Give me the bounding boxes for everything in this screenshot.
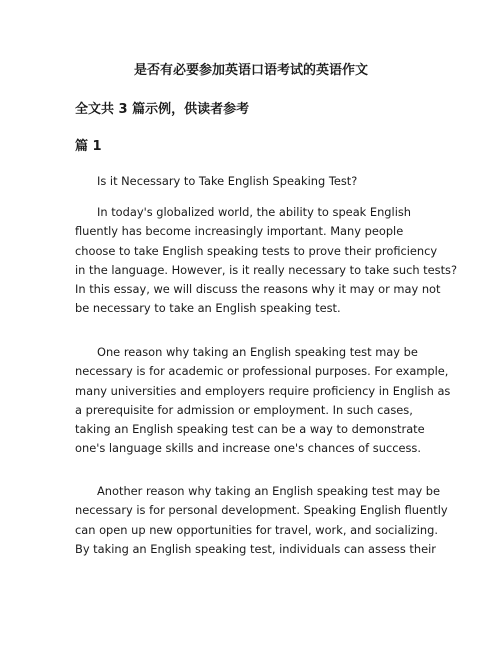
document-title: 是否有必要参加英语口语考试的英语作文: [133, 63, 368, 78]
paragraph-line: choose to take English speaking tests to prove their proficiency: [75, 243, 438, 258]
paragraph-line: necessary is for personal development. Speaking English fluently: [75, 503, 448, 518]
paragraph-line: fluently has become increasingly important. Many people: [75, 224, 404, 239]
paragraph-line: One reason why taking an English speaking test may be: [97, 345, 418, 359]
paragraph-line: taking an English speaking test can be a way to demonstrate: [75, 422, 425, 437]
essay-title: Is it Necessary to Take English Speaking Test?: [97, 174, 358, 188]
section-heading: 篇 1: [75, 139, 102, 154]
paragraph-2: [75, 343, 450, 459]
paragraph-line: a prerequisite for admission or employment. In such cases,: [75, 402, 413, 417]
paragraph-line: in the language. However, is it really necessary to take such tests?: [75, 262, 458, 277]
paragraph-3: [75, 482, 448, 559]
paragraph-line: necessary is for academic or professional purposes. For example,: [75, 364, 449, 379]
paragraph-1: [75, 203, 457, 319]
paragraph-line: be necessary to take an English speaking test.: [75, 301, 341, 316]
paragraph-line: In this essay, we will discuss the reasons why it may or may not: [75, 282, 441, 297]
paragraph-line: can open up new opportunities for travel, work, and socializing.: [75, 522, 438, 537]
paragraph-line: By taking an English speaking test, individuals can assess their: [75, 541, 436, 556]
paragraph-line: In today's globalized world, the ability to speak English: [97, 205, 412, 219]
paragraph-line: many universities and employers require proficiency in English as: [75, 383, 451, 398]
paragraph-line: Another reason why taking an English speaking test may be: [97, 484, 441, 498]
intro-line: 全文共 3 篇示例，供读者参考: [75, 102, 250, 117]
paragraph-line: one's language skills and increase one's chances of success.: [75, 441, 421, 456]
